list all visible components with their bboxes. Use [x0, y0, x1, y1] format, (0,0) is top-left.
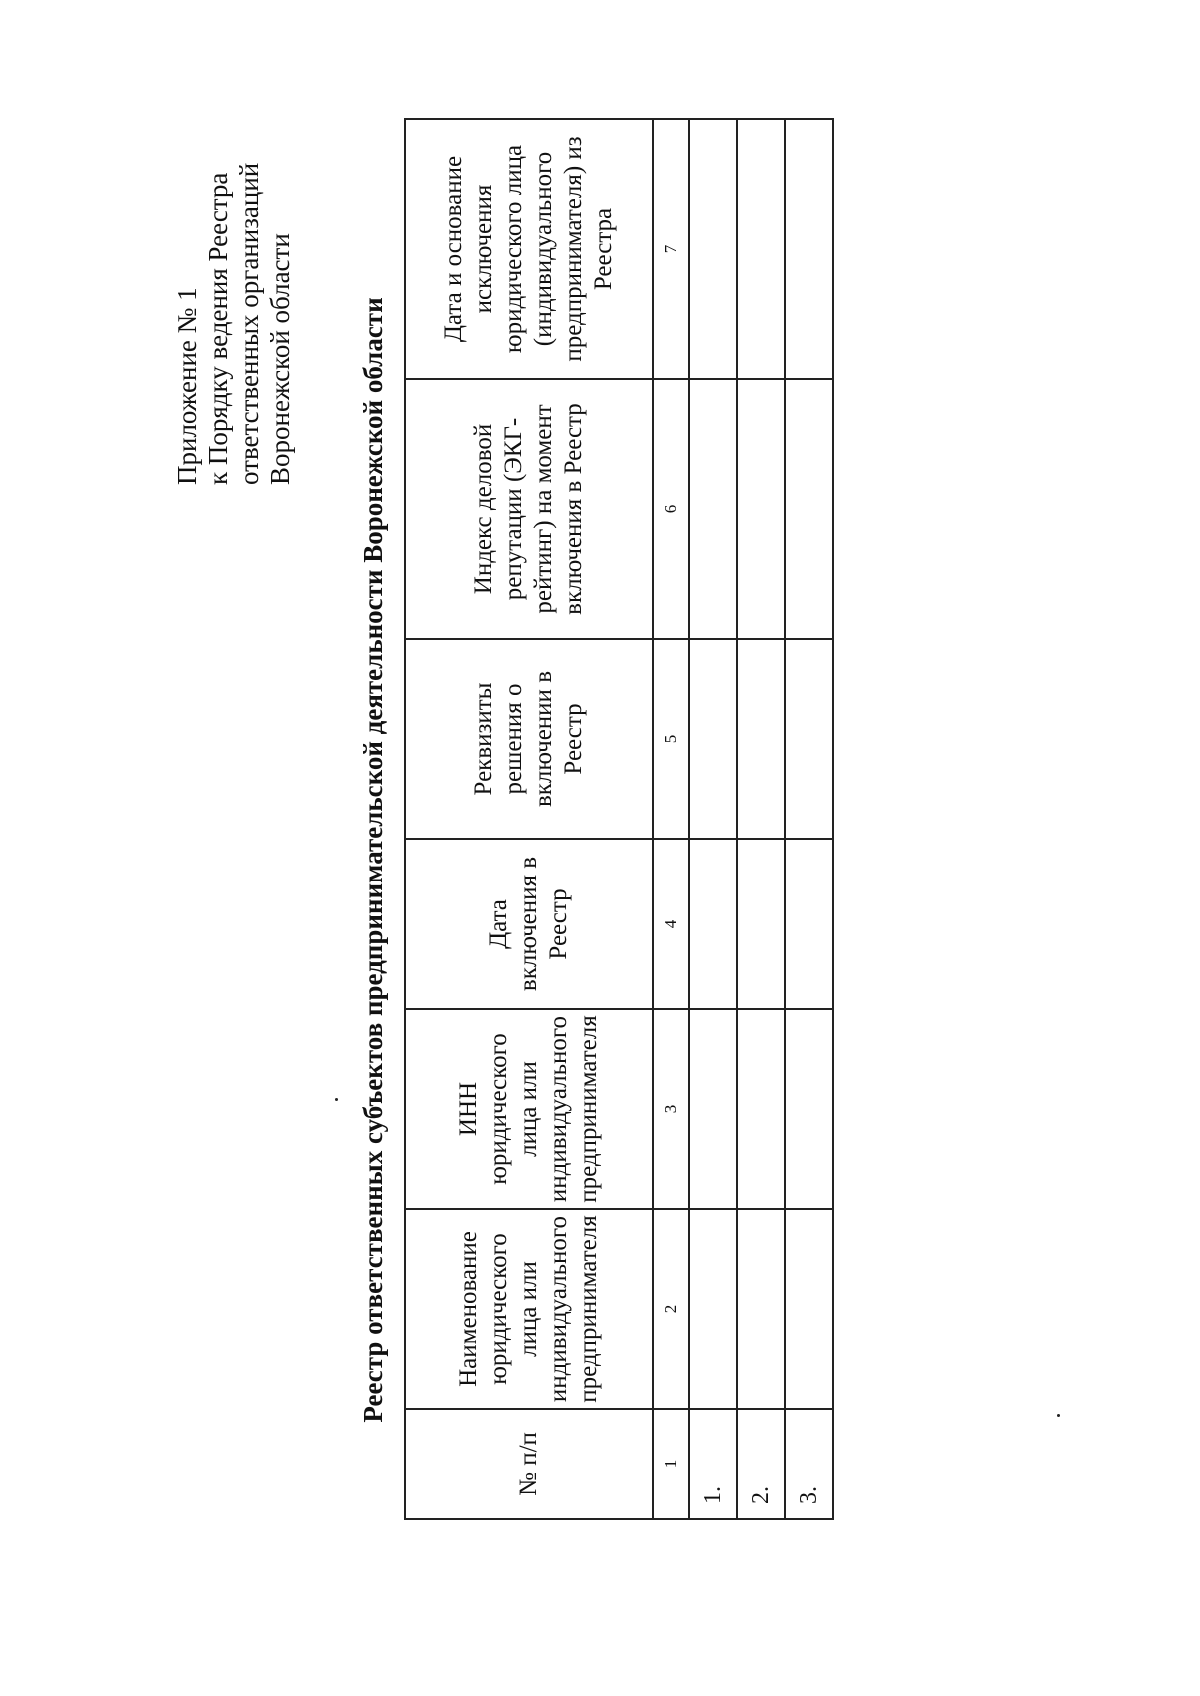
row-number: 2.	[737, 1409, 785, 1519]
table-header-row	[405, 119, 653, 1519]
header-cell-date: Дата включения в Реестр	[405, 839, 653, 1009]
table-cell	[785, 639, 833, 839]
column-number: 4	[653, 839, 689, 1009]
table-cell	[737, 119, 785, 379]
annex-line-2: к Порядку ведения Реестра	[203, 172, 233, 485]
header-cell-inn: ИНН юридического лица или индивидуального предпринимателя	[405, 1009, 653, 1209]
table-cell	[737, 379, 785, 639]
column-number: 3	[653, 1009, 689, 1209]
column-number: 5	[653, 639, 689, 839]
header-cell-name: Наименование юридического лица или индивидуального предпринимателя	[405, 1209, 653, 1409]
table-row	[689, 119, 737, 1519]
scan-speck	[335, 1098, 338, 1101]
column-number: 6	[653, 379, 689, 639]
table-cell	[737, 1209, 785, 1409]
column-number-row	[653, 119, 689, 1519]
table-cell	[785, 379, 833, 639]
table-cell	[737, 839, 785, 1009]
rotated-sheet	[160, 0, 930, 1540]
header-cell-exclusion: Дата и основание исключения юридического лица (индивидуального предпринимателя) из Реестра	[405, 119, 653, 379]
table-cell	[737, 1009, 785, 1209]
column-number: 2	[653, 1209, 689, 1409]
table-cell	[785, 1209, 833, 1409]
scan-speck	[1057, 1414, 1060, 1417]
registry-table	[404, 118, 834, 1520]
table-cell	[689, 639, 737, 839]
column-number: 7	[653, 119, 689, 379]
table-row	[737, 119, 785, 1519]
table-cell	[785, 1009, 833, 1209]
table-cell	[689, 839, 737, 1009]
table-row	[785, 119, 833, 1519]
table-cell	[689, 379, 737, 639]
table-cell	[689, 1209, 737, 1409]
table-cell	[785, 119, 833, 379]
row-number: 3.	[785, 1409, 833, 1519]
table-cell	[689, 119, 737, 379]
column-number: 1	[653, 1409, 689, 1519]
annex-line-3: ответственных организаций	[234, 162, 264, 485]
table-cell	[689, 1009, 737, 1209]
header-cell-number: № п/п	[405, 1409, 653, 1519]
document-title: Реестр ответственных субъектов предпринимательской деятельности Воронежской области	[358, 297, 388, 1423]
header-cell-rating: Индекс деловой репутации (ЭКГ-рейтинг) на момент включения в Реестр	[405, 379, 653, 639]
header-cell-decision: Реквизиты решения о включении в Реестр	[405, 639, 653, 839]
table-cell	[785, 839, 833, 1009]
annex-line-1: Приложение № 1	[172, 287, 202, 485]
row-number: 1.	[689, 1409, 737, 1519]
annex-line-4: Воронежской области	[265, 233, 295, 485]
table-cell	[737, 639, 785, 839]
annex-header	[172, 5, 296, 485]
